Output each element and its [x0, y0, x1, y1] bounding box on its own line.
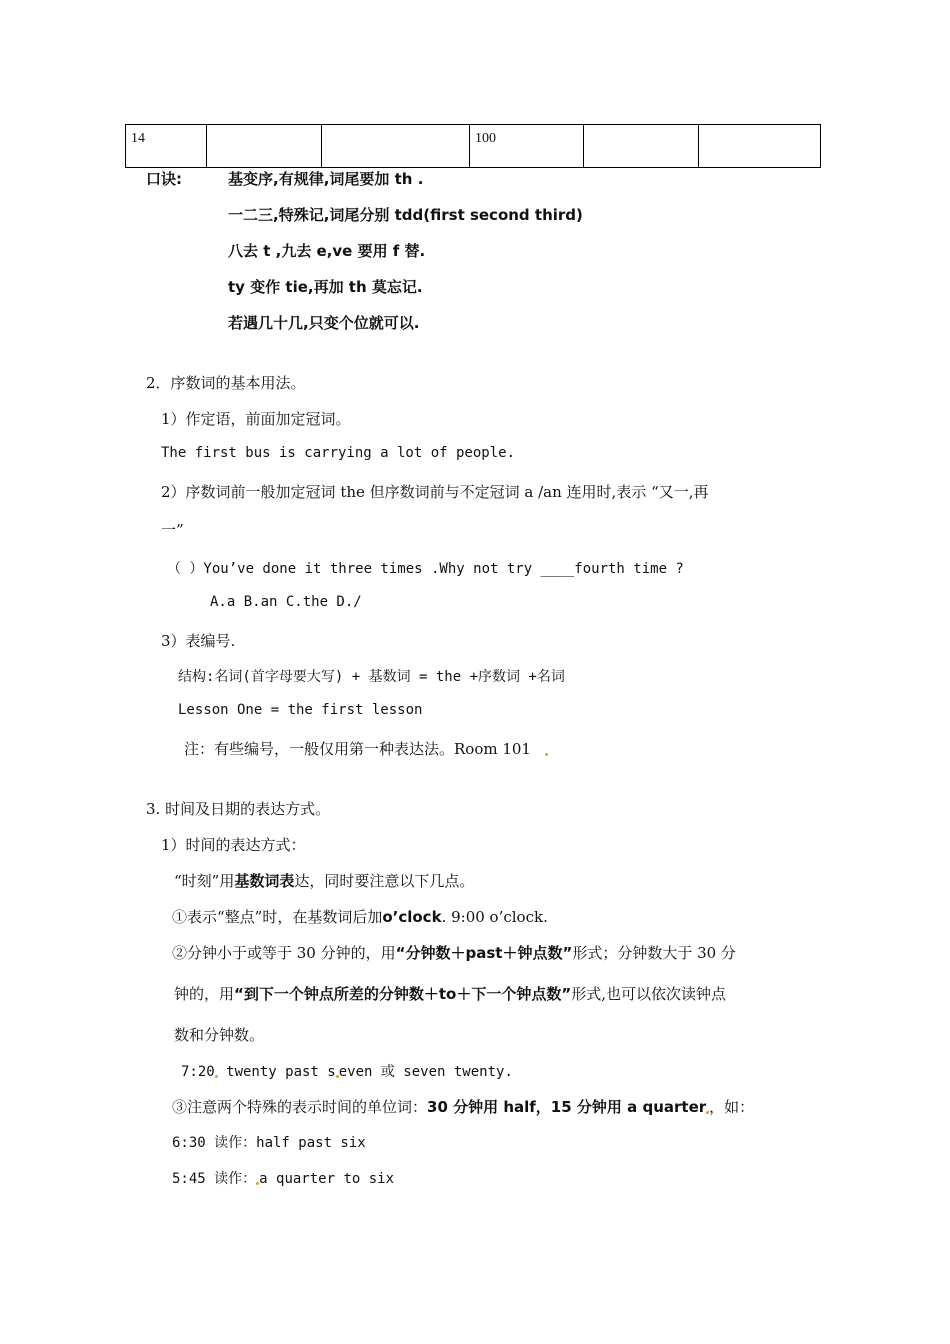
- rule-2-cont: 钟的，用“到下一个钟点所差的分钟数＋to＋下一个钟点数”形式,也可以依次读钟点: [174, 985, 726, 1003]
- mnemonic-line: 八去 t ,九去 e,ve 要用 f 替.: [228, 242, 426, 260]
- example-sentence: The first bus is carrying a lot of people.: [161, 445, 516, 461]
- structure-text: 结构:名词(首字母要大写) + 基数词 = the +序数词 +名词: [178, 669, 565, 685]
- mnemonic-label: 口诀:: [146, 170, 182, 188]
- exercise-options: A.a B.an C.the D./: [210, 594, 362, 610]
- note-content: 注：有些编号，一般仅用第一种表达法。Room 101: [184, 740, 531, 758]
- table-cell: [207, 125, 322, 168]
- mnemonic-line: 若遇几十几,只变个位就可以.: [228, 314, 420, 332]
- table-row: [126, 125, 821, 168]
- time-example: 5:45 读作： a quarter to six: [172, 1171, 395, 1187]
- paragraph-text: 一”: [161, 521, 184, 539]
- mnemonic-line: ty 变作 tie,再加 th 莫忘记.: [228, 278, 423, 296]
- intro-text: “时刻”用基数词表达，同时要注意以下几点。: [174, 872, 475, 890]
- mnemonic-line: 一二三,特殊记,词尾分别 tdd(first second third): [228, 206, 583, 224]
- rule-2: ②分钟小于或等于 30 分钟的，用“分钟数＋past＋钟点数”形式；分钟数大于 30 分: [172, 944, 736, 962]
- paragraph-title: 1）时间的表达方式：: [161, 836, 306, 854]
- ordinal-table: [125, 124, 821, 168]
- table-cell: [699, 125, 821, 168]
- paragraph-text: 2）序数词前一般加定冠词 the 但序数词前与不定冠词 a /an 连用时,表示 “又一,再: [161, 483, 709, 501]
- section-heading: 3. 时间及日期的表达方式。: [146, 800, 331, 818]
- time-example: 7:20 twenty past s even 或 seven twenty.: [181, 1064, 513, 1080]
- section-heading: 2．序数词的基本用法。: [146, 374, 306, 392]
- example-sentence: Lesson One = the first lesson: [178, 702, 423, 718]
- rule-1: ①表示“整点”时，在基数词后加o’clock. 9:00 o’clock.: [172, 908, 548, 926]
- table-cell: [584, 125, 699, 168]
- paragraph-title: 1）作定语，前面加定冠词。: [161, 410, 351, 428]
- paragraph-title: 3）表编号.: [161, 632, 236, 650]
- note-text: [184, 738, 548, 759]
- exercise-question: （ ）You’ve done it three times .Why not try ____fourth time ?: [167, 561, 684, 577]
- mnemonic-line: 基变序,有规律,词尾要加 th .: [228, 170, 424, 188]
- rule-3: ③注意两个特殊的表示时间的单位词：30 分钟用 half，15 分钟用 a quarter ，如：: [172, 1098, 755, 1116]
- table-cell: [322, 125, 470, 168]
- time-example: 6:30 读作：half past six: [172, 1135, 366, 1151]
- table-cell: 14: [126, 125, 207, 168]
- table-cell: 100: [470, 125, 584, 168]
- rule-2-cont: 数和分钟数。: [174, 1026, 265, 1044]
